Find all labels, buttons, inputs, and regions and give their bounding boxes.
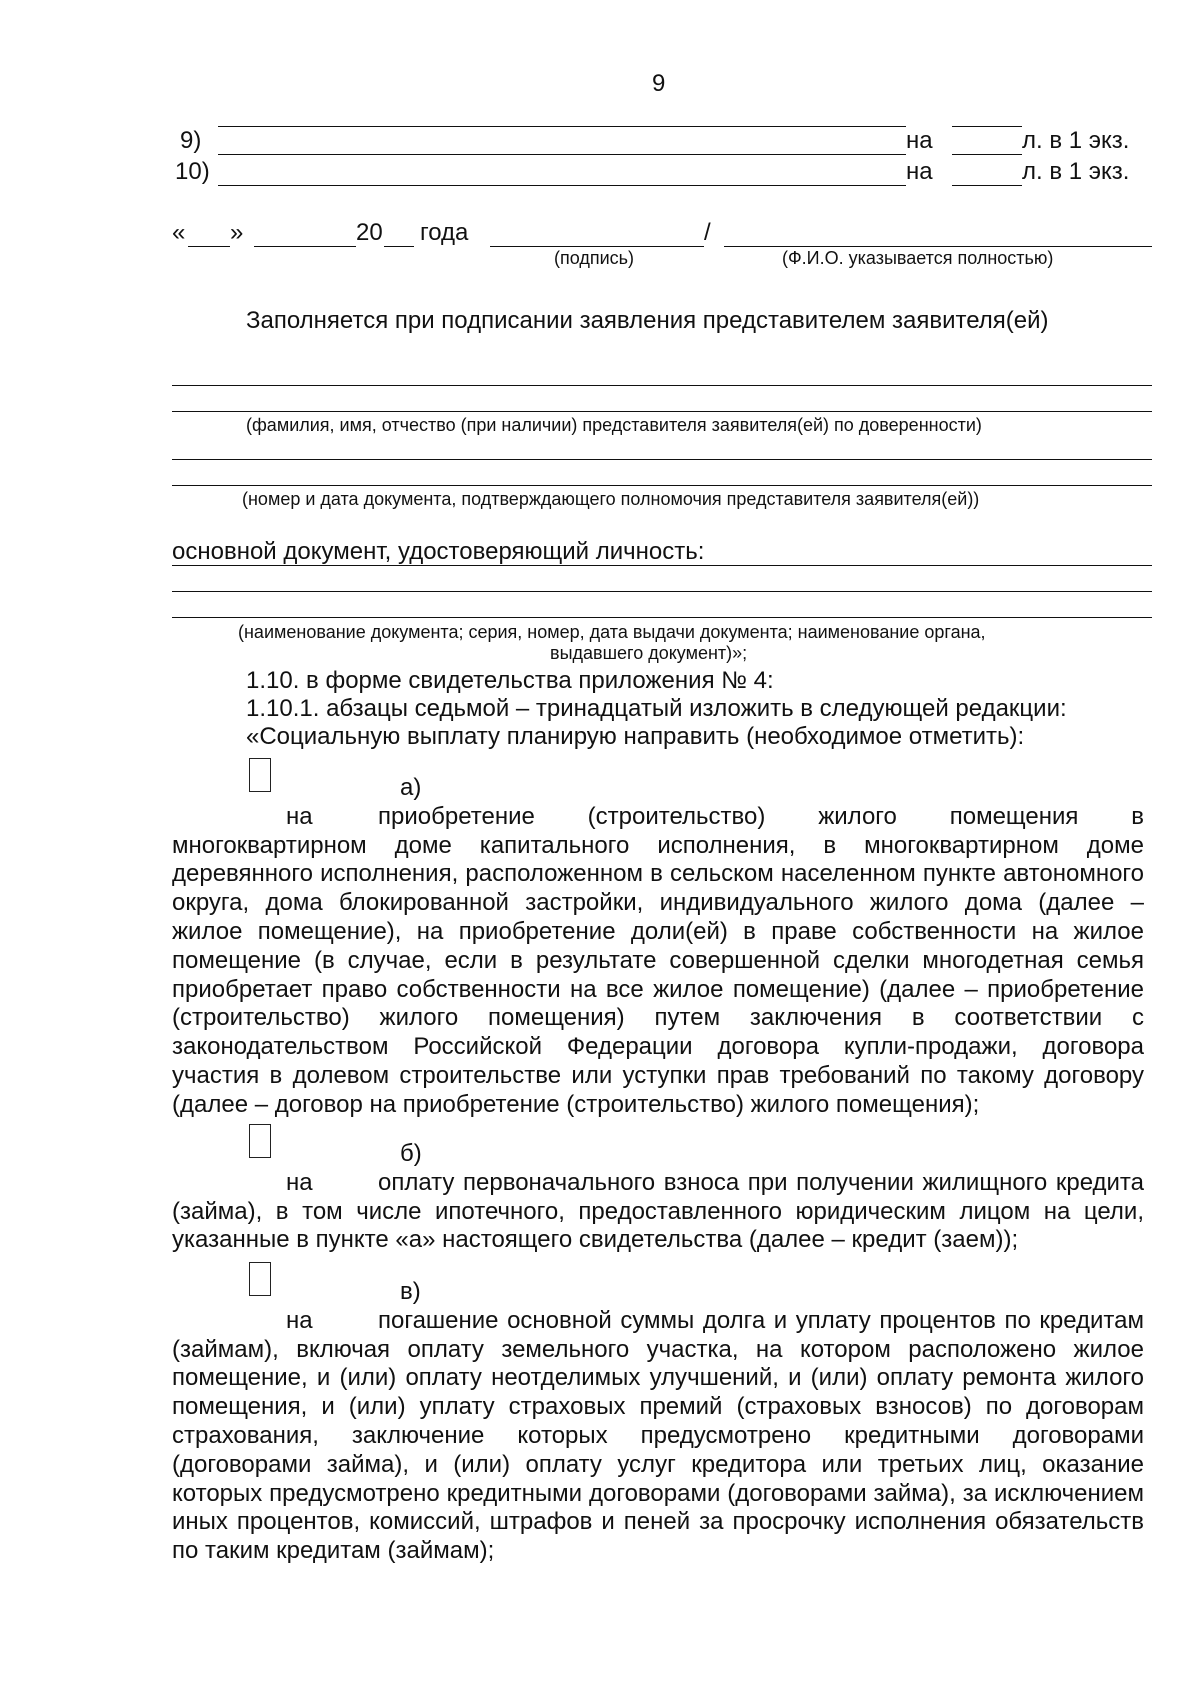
attachment-suffix: л. в 1 экз.: [1022, 127, 1130, 154]
attachment-name-field[interactable]: [218, 185, 906, 186]
attachment-blank-line-top-short: [952, 126, 1022, 127]
attachment-na-label: на: [906, 158, 933, 185]
id-document-caption-line-1: (наименование документа; серия, номер, дата выдачи документа; наименование органа,: [238, 622, 986, 642]
attachment-number: 9): [180, 127, 202, 154]
fio-field[interactable]: [724, 246, 1152, 247]
page-number: 9: [652, 70, 666, 97]
representative-heading: Заполняется при подписании заявления представителем заявителя(ей): [246, 307, 1049, 334]
representative-name-caption: (фамилия, имя, отчество (при наличии) представителя заявителя(ей) по доверенности): [246, 415, 982, 435]
id-document-label: основной документ, удостоверяющий личность:: [172, 538, 705, 565]
attachment-na-label: на: [906, 127, 933, 154]
signature-field[interactable]: [490, 246, 704, 247]
option-c-marker: в) на: [286, 1278, 421, 1334]
id-document-line-1[interactable]: [172, 565, 1152, 566]
option-b-body: оплату первоначального взноса при получении жилищного кредита (займа), в том числе ипотечного, предоставленного юридическим лицом на цели, указанные в пункте «а» настоящего свидетельства (далее – кредит (заем));: [172, 1168, 1144, 1254]
date-year-prefix: 20: [356, 219, 383, 246]
option-c-body: погашение основной суммы долга и уплату процентов по кредитам (займам), включая оплату земельного участка, на котором расположено жилое помещение, и (или) оплату неотделимых улучшений, и (или) оплату ремонта жилого помещения, и (или) уплату страховых премий (страховых взносов) по договорам страхования, заключение которых предусмотрено кредитными договорами (договорами займа), и (или) оплату услуг кредитора или третьих лиц, оказание которых предусмотрено кредитными договорами (договорами займа), за исключением иных процентов, комиссий, штрафов и пеней за просрочку исполнения обязательств по таким кредитам (займам);: [172, 1306, 1144, 1565]
representative-name-line-2[interactable]: [172, 411, 1152, 412]
id-document-line-2[interactable]: [172, 591, 1152, 592]
id-document-caption-line-2: выдавшего документ)»;: [550, 643, 748, 663]
attachment-suffix: л. в 1 экз.: [1022, 158, 1130, 185]
date-year-field[interactable]: [384, 246, 414, 247]
id-document-line-3[interactable]: [172, 617, 1152, 618]
attachment-sheets-field[interactable]: [952, 154, 1022, 155]
signature-caption: (подпись): [554, 248, 635, 268]
date-open-quote: «: [172, 219, 186, 246]
signature-slash: /: [704, 219, 711, 246]
date-month-field[interactable]: [254, 246, 356, 247]
option-c-text: [172, 1278, 1144, 1566]
fio-caption: (Ф.И.О. указывается полностью): [782, 248, 1054, 268]
representative-doc-line-1[interactable]: [172, 459, 1152, 460]
option-a-text: [172, 774, 1144, 1120]
amendment-line-3: «Социальную выплату планирую направить (необходимое отметить):: [246, 723, 1025, 750]
date-day-field[interactable]: [188, 246, 230, 247]
attachment-blank-line-top: [218, 126, 906, 127]
date-close-quote: »: [230, 219, 244, 246]
representative-name-line-1[interactable]: [172, 385, 1152, 386]
amendment-line-1: 1.10. в форме свидетельства приложения № 4:: [246, 667, 774, 694]
attachment-name-field[interactable]: [218, 154, 906, 155]
amendment-line-2: 1.10.1. абзацы седьмой – тринадцатый изложить в следующей редакции:: [246, 695, 1067, 722]
representative-doc-line-2[interactable]: [172, 485, 1152, 486]
attachment-number: 10): [175, 158, 210, 185]
option-a-marker: а) на: [286, 774, 422, 830]
attachment-sheets-field[interactable]: [952, 185, 1022, 186]
representative-doc-caption: (номер и дата документа, подтверждающего полномочия представителя заявителя(ей)): [242, 489, 980, 509]
option-a-body: приобретение (строительство) жилого помещения в многоквартирном доме капитального исполнения, в многоквартирном доме деревянного исполнения, расположенном в сельском населенном пункте автономного округа, дома блокированной застройки, индивидуального жилого дома (далее – жилое помещение), на приобретение доли(ей) в праве собственности на жилое помещение (в случае, если в результате совершенной сделки многодетная семья приобретает право собственности на все жилое помещение) (далее – приобретение (строительство) жилого помещения) путем заключения в соответствии с законодательством Российской Федерации договора купли-продажи, договора участия в долевом строительстве или уступки прав требований по такому договору (далее – договор на приобретение (строительство) жилого помещения);: [172, 802, 1144, 1118]
date-year-word: года: [420, 219, 469, 246]
option-b-marker: б) на: [286, 1140, 422, 1196]
option-b-text: [172, 1140, 1144, 1255]
